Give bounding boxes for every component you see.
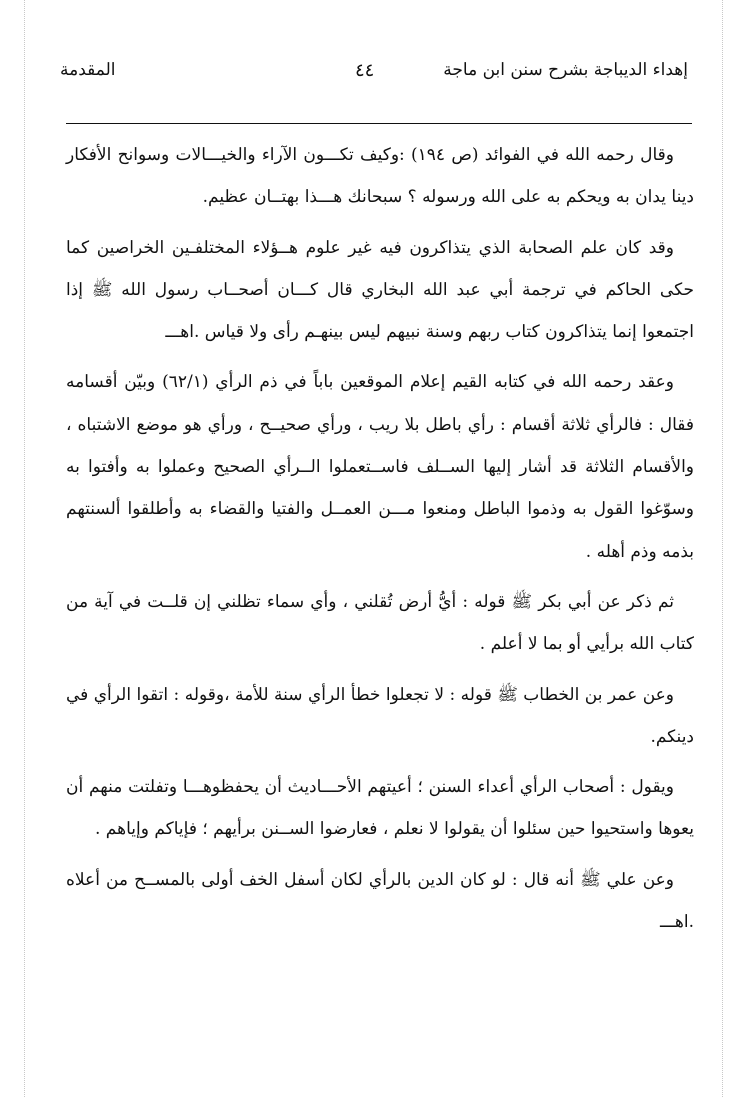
body-text: [66, 134, 694, 951]
paragraph: وقد كان علم الصحابة الذي يتذاكرون فيه غير علوم هــؤلاء المختلفـين الخراصين كما حكى الحاكم في ترجمة أبي عبد الله البخاري قال كـــان أصحــاب رسول الله ﷺ إذا اجتمعوا إنما يتذاكرون كتاب ربهم وسنة نبيهم ليس بينهـم رأى ولا قياس .اهـــ: [66, 237, 694, 343]
header-rule: [66, 123, 692, 124]
paragraph: وعن عمر بن الخطاب ﷺ قوله : لا تجعلوا خطأ الرأي سنة للأمة ،وقوله : اتقوا الرأي في دينكم.: [66, 684, 694, 747]
section-title: المقدمة: [60, 60, 116, 80]
paragraph: ويقول : أصحاب الرأي أعداء السنن ؛ أعيتهم الأحـــاديث أن يحفظوهـــا وتفلتت منهم أن يعوها واستحيوا حين سئلوا أن يقولوا لا نعلم ، فعارضوا الســنن برأيهم ؛ فإياكم وإياهم .: [66, 777, 694, 840]
paragraph: ثم ذكر عن أبي بكر ﷺ قوله : أيُّ أرض تُقلني ، وأي سماء تظلني إن قلــت في آية من كتاب الله برأيي أو بما لا أعلم .: [66, 591, 694, 655]
scan-edge-right: [722, 0, 723, 1097]
paragraph: وعقد رحمه الله في كتابه القيم إعلام الموقعين باباً في ذم الرأي (٦٢/١) وبيّن أقسامه فقال : فالرأي ثلاثة أقسام : رأي باطل بلا ريب ، ورأي صحيــح ، ورأي هو موضع الاشتباه ، والأقسام الثلاثة قد أشار إليها الســلف فاســتعملوا الــرأي الصحيح وعملوا به وأفتوا به وسوّغوا القول به وذموا الباطل ومنعوا مـــن العمــل والفتيا والقضاء به وأطلقوا ألسنتهم بذمه وذم أهله .: [66, 372, 694, 562]
scan-edge-left: [24, 0, 25, 1097]
paragraph: وعن علي ﷺ أنه قال : لو كان الدين بالرأي لكان أسفل الخف أولى بالمســح من أعلاه .اهـــ: [66, 869, 694, 933]
page-number: ٤٤: [355, 60, 375, 81]
running-header: [60, 60, 688, 90]
paragraph: وقال رحمه الله في الفوائد (ص ١٩٤) :وكيف تكـــون الآراء والخيـــالات وسوانح الأفكار دينا يدان به ويحكم به على الله ورسوله ؟ سبحانك هـــذا بهتــان عظيم.: [66, 145, 694, 208]
book-title: إهداء الديباجة بشرح سنن ابن ماجة: [443, 60, 688, 80]
